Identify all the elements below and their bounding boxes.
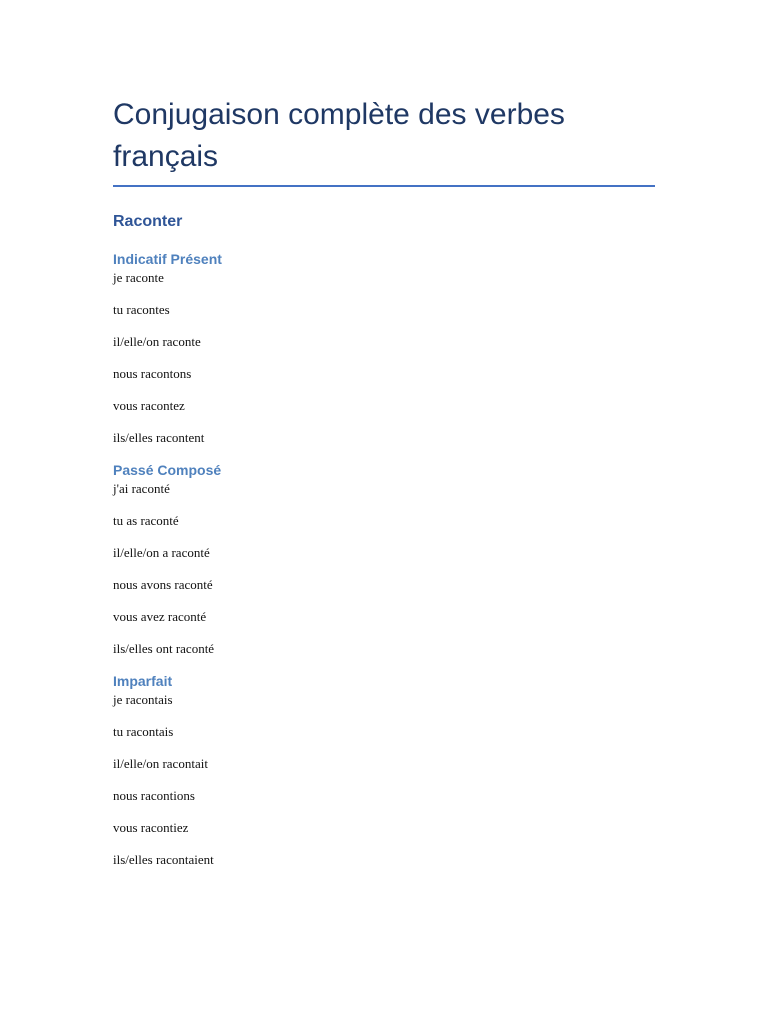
- conjugation-list: [113, 481, 655, 657]
- conjugation-form: vous racontez: [113, 398, 185, 413]
- conjugation-form: tu as raconté: [113, 513, 179, 528]
- conjugation-form: tu racontes: [113, 302, 170, 317]
- document-title: Conjugaison complète des verbes français: [113, 94, 655, 187]
- verb-heading: Raconter: [113, 213, 183, 230]
- conjugation-form: tu racontais: [113, 724, 174, 739]
- conjugation-form: je racontais: [113, 692, 173, 707]
- tense-heading: Indicatif Présent: [113, 251, 222, 267]
- document-page: [113, 94, 655, 868]
- tense-heading: Imparfait: [113, 673, 173, 689]
- conjugation-form: ils/elles racontaient: [113, 852, 214, 867]
- tense-section-passe-compose: [113, 461, 655, 657]
- conjugation-form: j'ai raconté: [113, 481, 170, 496]
- conjugation-form: ils/elles racontent: [113, 430, 205, 445]
- conjugation-form: nous racontions: [113, 788, 195, 803]
- conjugation-form: vous avez raconté: [113, 609, 207, 624]
- conjugation-form: il/elle/on racontait: [113, 756, 208, 771]
- conjugation-form: ils/elles ont raconté: [113, 641, 215, 656]
- conjugation-form: il/elle/on raconte: [113, 334, 201, 349]
- conjugation-form: nous avons raconté: [113, 577, 213, 592]
- conjugation-form: nous racontons: [113, 366, 192, 381]
- conjugation-list: [113, 270, 655, 446]
- conjugation-form: il/elle/on a raconté: [113, 545, 210, 560]
- conjugation-form: vous racontiez: [113, 820, 189, 835]
- conjugation-form: je raconte: [113, 270, 164, 285]
- tense-section-present: [113, 250, 655, 446]
- conjugation-list: [113, 692, 655, 868]
- tense-section-imparfait: [113, 672, 655, 868]
- tense-heading: Passé Composé: [113, 462, 222, 478]
